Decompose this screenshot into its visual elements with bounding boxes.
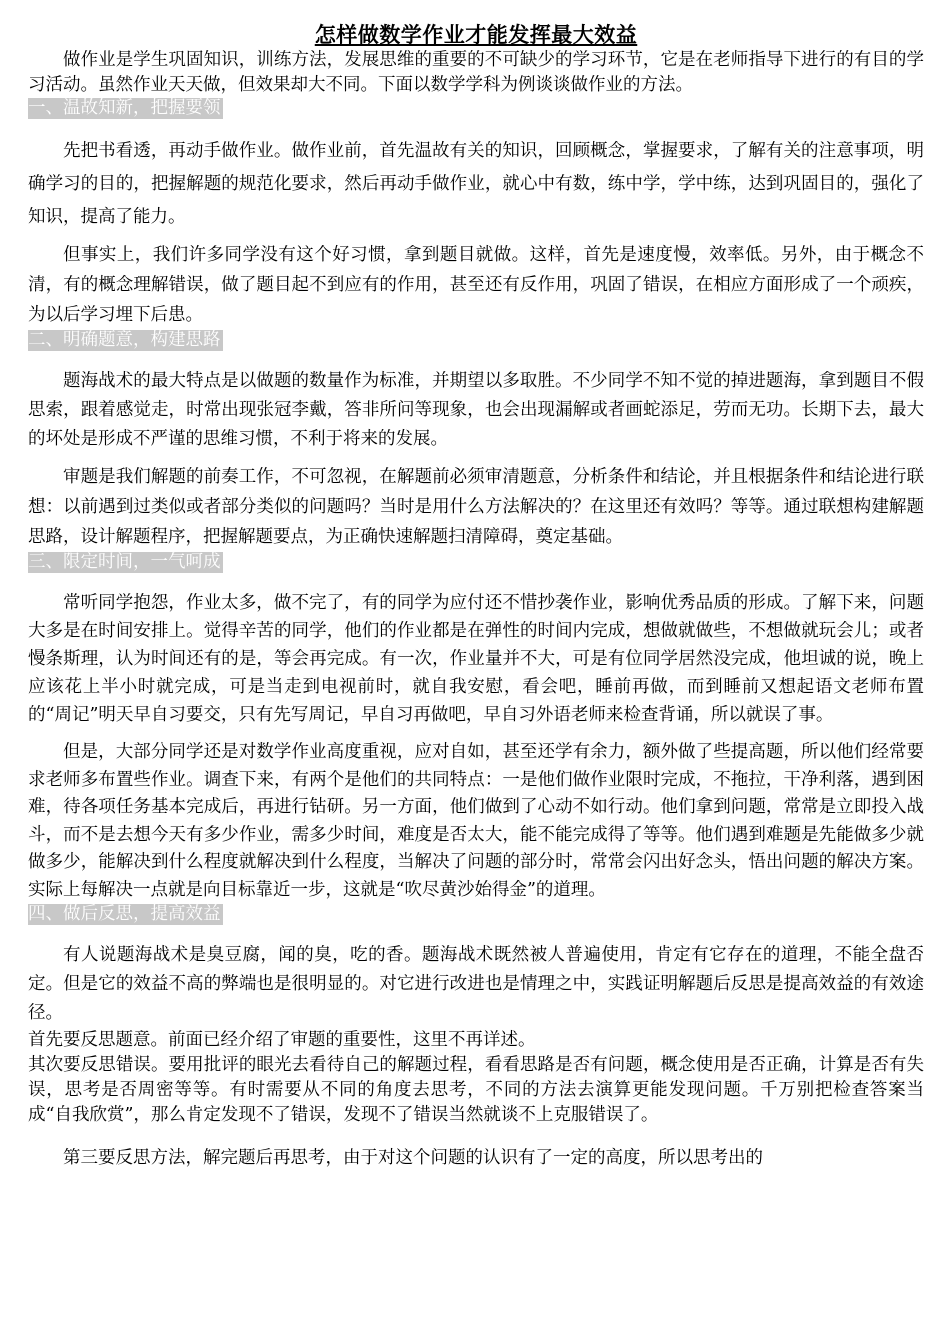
section-2-paragraph-2: 审题是我们解题的前奏工作，不可忽视，在解题前必须审清题意，分析条件和结论，并且根据条件和结论进行联想：以前遇到过类似或者部分类似的问题吗？当时是用什么方法解决的？在这里还有效吗？等等。通过联想构建解题思路，设计解题程序，把握解题要点，为正确快速解题扫清障碍，奠定基础。 (28, 467, 924, 547)
section-3-heading: 三、限定时间，一气呵成 (28, 552, 221, 572)
section-1 (28, 98, 924, 121)
section-4-plain-paragraph-2: 其次要反思错误。要用批评的眼光去看待自己的解题过程，看看思路是否有问题，概念使用是否正确，计算是否有失误，思考是否周密等等。有时需要从不同的角度去思考，不同的方法去演算更能发现问题。千万别把检查答案当成“自我欣赏”，那么肯定发现不了错误，发现不了错误当然就谈不上克服错误了。 (28, 1055, 924, 1125)
section-1-paragraph-2: 但事实上，我们许多同学没有这个好习惯，拿到题目就做。这样，首先是速度慢，效率低。另外，由于概念不清，有的概念理解错误，做了题目起不到应有的作用，甚至还有反作用，巩固了错误，在相应方面形成了一个顽疾，为以后学习埋下后患。 (28, 245, 924, 325)
section-3-paragraph-1: 常听同学抱怨，作业太多，做不完了，有的同学为应付还不惜抄袭作业，影响优秀品质的形成。了解下来，问题大多是在时间安排上。觉得辛苦的同学，他们的作业都是在弹性的时间内完成，想做就做些，不想做就玩会儿；或者慢条斯理，认为时间还有的是，等会再完成。有一次，作业量并不大，可是有位同学居然没完成，他坦诚的说，晚上应该花上半小时就完成，可是当走到电视前时，就自我安慰，看会吧，睡前再做，而到睡前又想起语文老师布置的“周记”明天早自习要交，只有先写周记，早自习再做吧，早自习外语老师来检查背诵，所以就误了事。 (28, 593, 924, 725)
document-title: 怎样做数学作业才能发挥最大效益 (314, 22, 638, 47)
section-3-paragraph-2: 但是，大部分同学还是对数学作业高度重视，应对自如，甚至还学有余力，额外做了些提高题，所以他们经常要求老师多布置些作业。调查下来，有两个是他们的共同特点：一是他们做作业限时完成，不拖拉，干净利落，遇到困难，待各项任务基本完成后，再进行钻研。另一方面，他们做到了心动不如行动。他们拿到问题，常常是立即投入战斗，而不是去想今天有多少作业，需多少时间，难度是否太大，能不能完成得了等等。他们遇到难题是先能做多少就做多少，能解决到什么程度就解决到什么程度，当解决了问题的部分时，常常会闪出好念头，悟出问题的解决方案。实际上每解决一点就是向目标靠近一步，这就是“吹尽黄沙始得金”的道理。 (28, 742, 924, 900)
section-1-heading: 一、温故知新，把握要领 (28, 98, 221, 118)
section-4 (28, 904, 924, 927)
section-3 (28, 552, 924, 575)
section-4-heading: 四、做后反思，提高效益 (28, 904, 221, 924)
section-4-plain-paragraph-1: 首先要反思题意。前面已经介绍了审题的重要性，这里不再详述。 (28, 1030, 536, 1050)
intro-paragraph: 做作业是学生巩固知识，训练方法，发展思维的重要的不可缺少的学习环节，它是在老师指导下进行的有目的学习活动。虽然作业天天做，但效果却大不同。下面以数学学科为例谈谈做作业的方法。 (28, 50, 924, 95)
document-page (28, 22, 924, 1171)
section-4-last-paragraph: 第三要反思方法，解完题后再思考，由于对这个问题的认识有了一定的高度，所以思考出的 (63, 1148, 763, 1168)
section-2-paragraph-1: 题海战术的最大特点是以做题的数量作为标准，并期望以多取胜。不少同学不知不觉的掉进题海，拿到题目不假思索，跟着感觉走，时常出现张冠李戴，答非所问等现象，也会出现漏解或者画蛇添足，劳而无功。长期下去，最大的坏处是形成不严谨的思维习惯，不利于将来的发展。 (28, 371, 924, 449)
section-2 (28, 330, 924, 353)
section-2-heading: 二、明确题意，构建思路 (28, 330, 221, 350)
section-1-paragraph-1: 先把书看透，再动手做作业。做作业前，首先温故有关的知识，回顾概念，掌握要求，了解有关的注意事项，明确学习的目的，把握解题的规范化要求，然后再动手做作业，就心中有数，练中学，学中练，达到巩固目的，强化了知识，提高了能力。 (28, 141, 924, 227)
section-4-paragraph-1: 有人说题海战术是臭豆腐，闻的臭，吃的香。题海战术既然被人普遍使用，肯定有它存在的道理，不能全盘否定。但是它的效益不高的弊端也是很明显的。对它进行改进也是情理之中，实践证明解题后反思是提高效益的有效途径。 (28, 945, 924, 1023)
